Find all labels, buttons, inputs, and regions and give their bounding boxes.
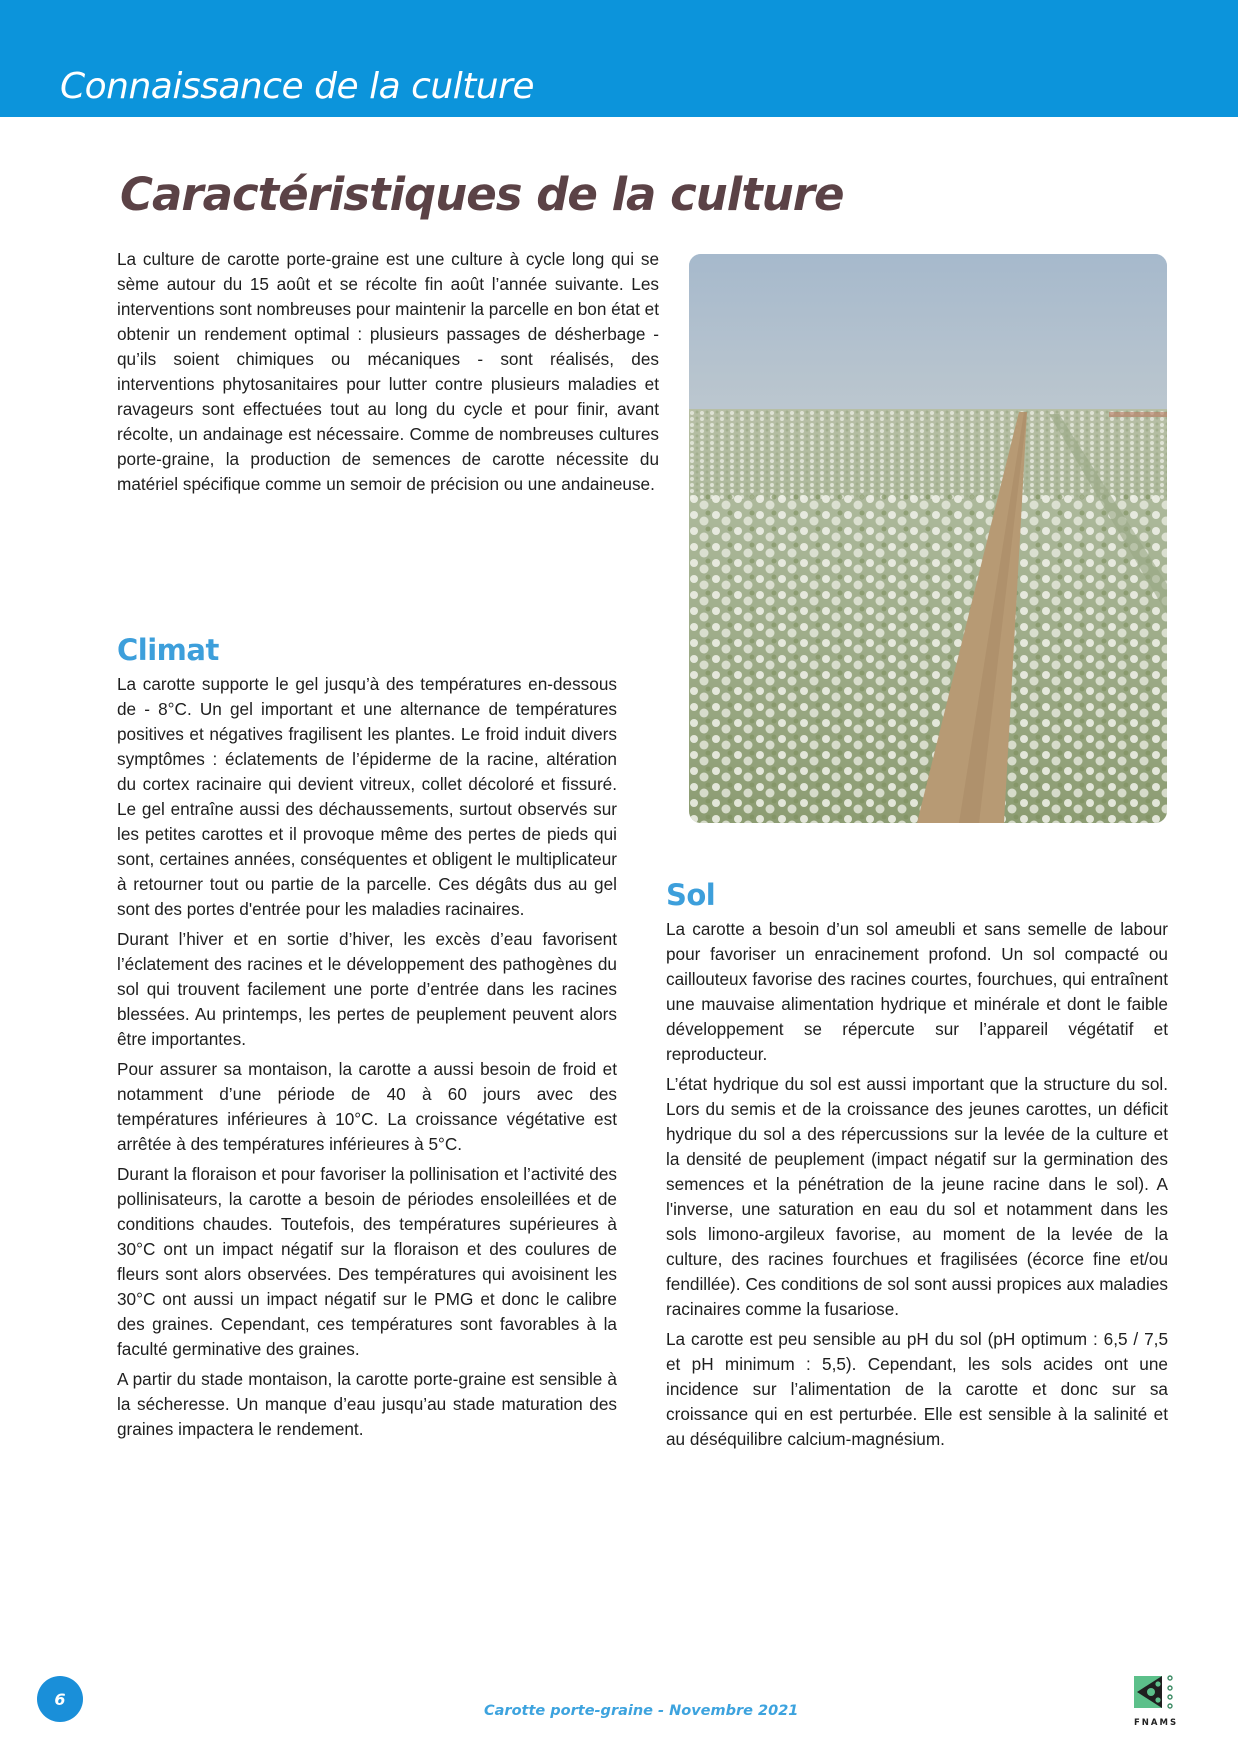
sol-paragraph: La carotte a besoin d’un sol ameubli et sans semelle de labour pour favoriser un enracinement profond. Un sol compacté ou caillouteux favorise des racines courtes, fourchues, qui entraînent une mauvaise alimentation hydrique et minérale et dont le faible développement se répercute sur l’appareil végétatif et reproducteur. — [666, 919, 1168, 1064]
climat-section — [117, 632, 617, 1447]
footer-publication: Carotte porte-graine - Novembre 2021 — [484, 1703, 799, 1719]
intro-section — [117, 247, 659, 502]
climat-paragraph: A partir du stade montaison, la carotte porte-graine est sensible à la sécheresse. Un manque d’eau jusqu’au stade maturation des graines impactera le rendement. — [117, 1369, 617, 1439]
page-number: 6 — [54, 1689, 66, 1709]
sol-paragraph: La carotte est peu sensible au pH du sol (pH optimum : 6,5 / 7,5 et pH minimum : 5,5). Cependant, les sols acides ont une incidence sur l’alimentation de la carotte et donc sur sa croissance qui en est perturbée. Elle est sensible à la salinité et au déséquilibre calcium-magnésium. — [666, 1329, 1168, 1449]
sol-section — [666, 877, 1168, 1457]
climat-heading: Climat — [117, 633, 219, 667]
page-title: Caractéristiques de la culture — [120, 168, 844, 221]
climat-paragraph: La carotte supporte le gel jusqu’à des températures en-dessous de - 8°C. Un gel important et une alternance de températures positives et négatives fragilisent les plantes. Le froid induit divers symptômes : éclatements de l’épiderme de la racine, altération du cortex racinaire qui devient vitreux, collet décoloré et fissuré. Le gel entraîne aussi des déchaussements, surtout observés sur les petites carottes et il provoque même des pertes de pieds qui sont, certaines années, conséquentes et obligent le multiplicateur à retourner tout ou partie de la parcelle. Ces dégâts dus au gel sont des portes d'entrée pour les maladies racinaires. — [117, 674, 617, 919]
intro-paragraph: La culture de carotte porte-graine est une culture à cycle long qui se sème autour du 15 août et se récolte fin août l’année suivante. Les interventions sont nombreuses pour maintenir la parcelle en bon état et obtenir un rendement optimal : plusieurs passages de désherbage - qu’ils soient chimiques ou mécaniques - sont réalisés, des interventions phytosanitaires pour lutter contre plusieurs maladies et ravageurs sont effectuées tout au long du cycle et pour finir, avant récolte, un andainage est nécessaire. Comme de nombreuses cultures porte-graine, la production de semences de carotte nécessite du matériel spécifique comme un semoir de précision ou une andaineuse. — [117, 249, 659, 494]
header-bar — [0, 0, 1238, 117]
sol-paragraph: L’état hydrique du sol est aussi important que la structure du sol. Lors du semis et de la croissance des jeunes carottes, un déficit hydrique du sol a des répercussions sur la levée de la culture et la densité de peuplement (impact négatif sur la germination des semences et la pénétration de la jeune racine dans le sol). A l'inverse, une saturation en eau du sol et notamment dans les sols limono-argileux favorise, au moment de la levée de la culture, des racines fourchues et fragilisées (écorce fine et/ou fendillée). Ces conditions de sol sont aussi propices aux maladies racinaires comme la fusariose. — [666, 1074, 1168, 1319]
carrot-field-image — [689, 254, 1167, 823]
field-photo — [689, 254, 1167, 823]
climat-paragraph: Durant l’hiver et en sortie d’hiver, les excès d’eau favorisent l’éclatement des racines et le développement des pathogènes du sol qui trouvent facilement une porte d’entrée dans les racines blessées. Au printemps, les pertes de peuplement peuvent alors être importantes. — [117, 929, 617, 1049]
sol-heading: Sol — [666, 878, 716, 912]
fnams-logo-text: FNAMS — [1134, 1718, 1179, 1728]
page-number-badge — [37, 1676, 83, 1722]
climat-paragraph: Durant la floraison et pour favoriser la pollinisation et l’activité des pollinisateurs, la carotte a besoin de périodes ensoleillées et de conditions chaudes. Toutefois, des températures supérieures à 30°C ont un impact négatif sur la floraison et des coulures de fleurs sont alors observées. Des températures qui avoisinent les 30°C ont aussi un impact négatif sur le PMG et donc le calibre des graines. Cependant, ces températures sont favorables à la faculté germinative des graines. — [117, 1164, 617, 1359]
section-title: Connaissance de la culture — [60, 66, 535, 107]
climat-paragraph: Pour assurer sa montaison, la carotte a aussi besoin de froid et notamment d’une période de 40 à 60 jours avec des températures inférieures à 10°C. La croissance végétative est arrêtée à des températures inférieures à 5°C. — [117, 1059, 617, 1154]
